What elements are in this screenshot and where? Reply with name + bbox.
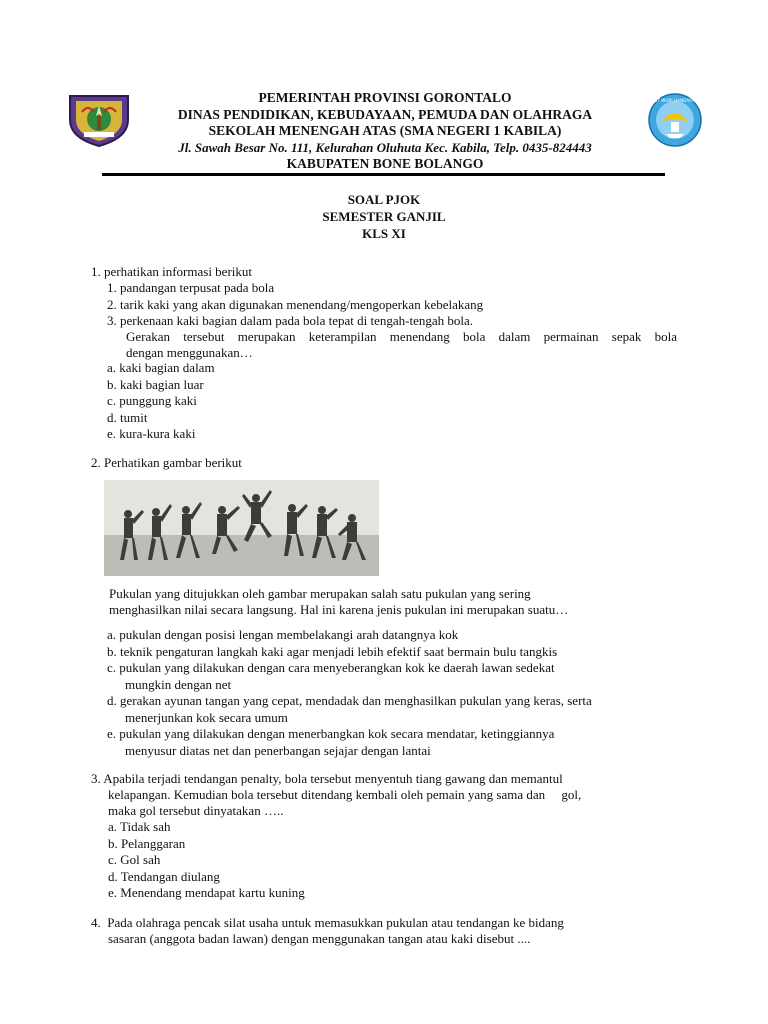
q1-info-item: 1. pandangan terpusat pada bola [107, 280, 275, 295]
header-address: Jl. Sawah Besar No. 111, Kelurahan Oluhuta Kec. Kabila, Telp. 0435-824443 [178, 139, 592, 155]
q4-line-2: sasaran (anggota badan lawan) dengan menggunakan tangan atau kaki disebut .... [108, 931, 531, 946]
q2-option: a. pukulan dengan posisi lengan membelakangi arah datangnya kok [107, 627, 459, 642]
header-line-5: KABUPATEN BONE BOLANGO [286, 156, 484, 171]
q2-option-continuation: menyusur diatas net dan penerbangan sejajar dengan lantai [125, 742, 431, 758]
q1-option: c. punggung kaki [107, 393, 197, 408]
q2-options [107, 627, 592, 759]
header-line-2: DINAS PENDIDIKAN, KEBUDAYAAN, PEMUDA DAN OLAHRAGA [177, 106, 593, 122]
q2-option: d. gerakan ayunan tangan yang cepat, mendadak dan menghasilkan pukulan yang keras, serta [107, 693, 592, 708]
header-divider [102, 173, 665, 176]
q2-para-2: menghasilkan nilai secara langsung. Hal ini karena jenis pukulan ini merupakan suatu… [109, 602, 569, 617]
letterhead [130, 90, 640, 173]
q1-info-item: 2. tarik kaki yang akan digunakan menendang/mengoperkan kebelakang [107, 296, 484, 312]
exam-title [0, 191, 768, 242]
gorontalo-province-emblem-icon [64, 92, 134, 148]
q3-option: a. Tidak sah [108, 819, 171, 834]
q1-info-list [107, 280, 483, 330]
q3-options [108, 819, 305, 902]
q1-info-item: 3. perkenaan kaki bagian dalam pada bola tepat di tengah-tengah bola. [107, 313, 474, 328]
q2-option: c. pukulan yang dilakukan dengan cara menyeberangkan kok ke daerah lawan sedekat [107, 660, 555, 675]
q4-line-1: 4. Pada olahraga pencak silat usaha untuk memasukkan pukulan atau tendangan ke bidang [91, 915, 564, 930]
title-line-3: KLS XI [362, 226, 406, 241]
q3-option: d. Tendangan diulang [108, 868, 220, 884]
q2-option-continuation: mungkin dengan net [125, 676, 232, 692]
q3-line-2: kelapangan. Kemudian bola tersebut ditendang kembali oleh pemain yang sama dan gol, [108, 787, 582, 802]
q1-option: b. kaki bagian luar [107, 376, 204, 392]
header-line-3: SEKOLAH MENENGAH ATAS (SMA NEGERI 1 KABILA) [208, 123, 562, 138]
header-line-1: PEMERINTAH PROVINSI GORONTALO [258, 90, 512, 105]
q1-option: e. kura-kura kaki [107, 426, 196, 441]
q3-option: c. Gol sah [108, 852, 161, 867]
q2-option: e. pukulan yang dilakukan dengan menerbangkan kok secara mendatar, ketinggiannya [107, 726, 555, 741]
title-line-1: SOAL PJOK [347, 192, 421, 207]
tut-wuri-handayani-emblem-icon [640, 92, 710, 148]
q1-followup-1: Gerakan tersebut merupakan keterampilan menendang bola dalam permainan sepak bola [126, 329, 677, 344]
q2-stem: 2. Perhatikan gambar berikut [91, 455, 242, 470]
badminton-smash-sequence-photo-icon [104, 480, 379, 576]
q1-followup-2: dengan menggunakan… [126, 345, 253, 360]
q3-line-3: maka gol tersebut dinyatakan ….. [108, 803, 284, 818]
q3-option: e. Menendang mendapat kartu kuning [108, 885, 305, 900]
title-line-2: SEMESTER GANJIL [322, 209, 446, 224]
q1-option: d. tumit [107, 409, 148, 425]
q3-line-1: 3. Apabila terjadi tendangan penalty, bola tersebut menyentuh tiang gawang dan memantul [91, 771, 563, 786]
q2-option: b. teknik pengaturan langkah kaki agar menjadi lebih efektif saat bermain bulu tangkis [107, 643, 558, 659]
emblem-motto: TUT WURI HANDAYANI [651, 98, 699, 103]
q1-stem: 1. perhatikan informasi berikut [91, 264, 253, 279]
q2-option-continuation: menerjunkan kok secara umum [125, 709, 288, 725]
q3-option: b. Pelanggaran [108, 835, 186, 851]
q1-option: a. kaki bagian dalam [107, 360, 215, 375]
q1-options [107, 360, 215, 443]
q2-para-1: Pukulan yang ditujukkan oleh gambar merupakan salah satu pukulan yang sering [109, 586, 531, 601]
